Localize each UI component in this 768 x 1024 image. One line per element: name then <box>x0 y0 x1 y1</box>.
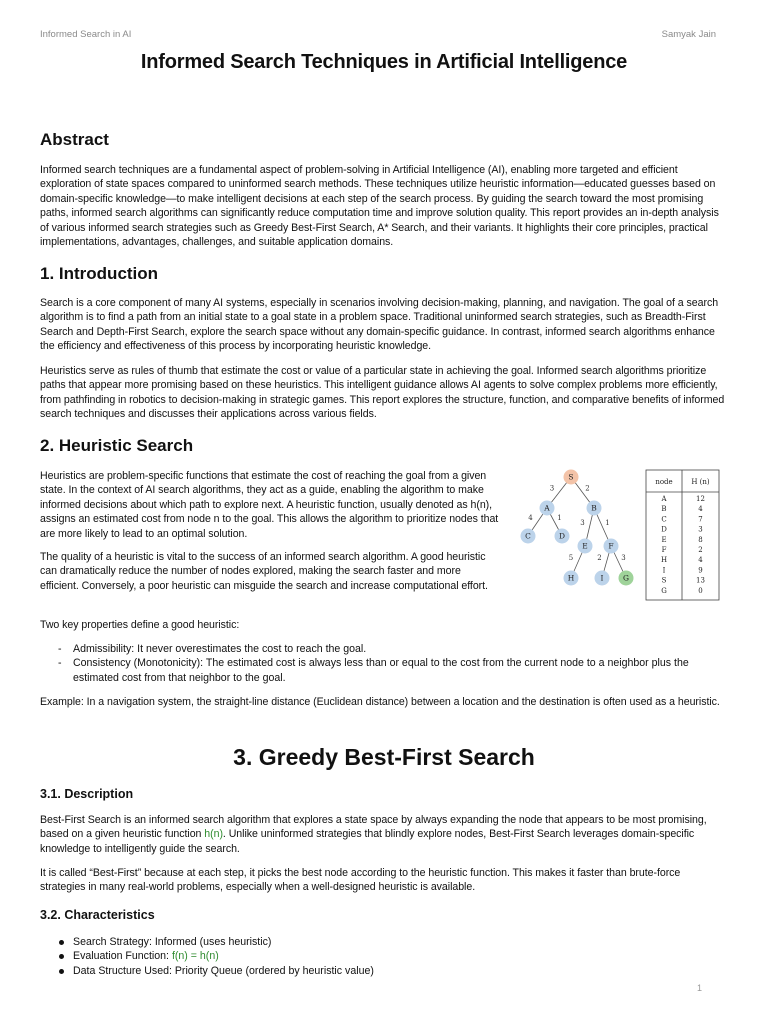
edge-weight-label: 3 <box>621 554 626 562</box>
edge-weight-label: 1 <box>557 514 562 522</box>
list-item: Evaluation Function: f(n) = h(n) <box>40 949 730 963</box>
description-paragraph-1: Best-First Search is an informed search algorithm that explores a state space by always expanding the node that appears to be most promising, based on a given heuristic function h(n). Unlike uninformed strategies that blindly explore nodes, Best-First Search leverages domain-specific knowledge to intelligently guide the search. <box>40 814 707 855</box>
bullet-marker: - <box>58 657 62 670</box>
search-tree-figure <box>510 464 740 604</box>
table-h-value-cell: 3 <box>698 525 703 534</box>
list-item: Search Strategy: Informed (uses heuristic) <box>40 935 730 949</box>
edge-weight-label: 2 <box>585 484 590 493</box>
list-item: - Consistency (Monotonicity): The estimated cost is always less than or equal to the cost from the current node to a neighbor plus the estimated cost from that neighbor to the goal. <box>58 657 689 684</box>
edge-weight-label: 4 <box>528 514 533 522</box>
edge-weight-label: 1 <box>605 519 610 527</box>
edge-weight-label: 2 <box>597 554 602 562</box>
tree-node-label: S <box>568 472 574 482</box>
table-h-value-cell: 4 <box>698 505 703 514</box>
table-node-cell: E <box>661 535 667 544</box>
heuristic-properties-intro: Two key properties define a good heuristic: <box>40 619 240 631</box>
table-node-cell: H <box>660 556 668 565</box>
characteristics-heading: 3.2. Characteristics <box>40 908 155 922</box>
table-h-value-cell: 0 <box>698 586 703 595</box>
table-h-value-cell: 7 <box>698 515 703 524</box>
heuristic-search-heading: 2. Heuristic Search <box>40 436 194 455</box>
heuristic-paragraph-2: The quality of a heuristic is vital to the success of an informed search algorithm. A good heuristic can dramatically reduce the number of nodes explored, making the search faster and more efficient. Conversely, a poor heuristic can misguide the search and increase computational effort. <box>40 551 488 592</box>
description-heading: 3.1. Description <box>40 787 134 801</box>
tree-node-label: D <box>558 531 566 541</box>
running-header-author: Samyak Jain <box>661 29 716 40</box>
table-node-cell: A <box>661 495 667 503</box>
table-header-cell: node <box>655 478 673 486</box>
abstract-text: Informed search techniques are a fundamental aspect of problem-solving in Artificial Intelligence (AI), enabling more targeted and efficient exploration of state spaces compared to uninformed search methods. These techniques utilize heuristic information—educated guesses based on domain-specific knowledge—to make intelligent decisions at each step of the search process. By guiding the search toward the most promising paths, informed search algorithms can significantly reduce computation time and improve solution quality. This report provides an in-depth analysis of various informed search strategies such as Greedy Best-First Search, A* Search, and their variants. It highlights their core principles, practical implementations, advantages, challenges, and suitable application domains. <box>40 164 719 249</box>
introduction-heading: 1. Introduction <box>40 264 159 283</box>
table-h-value-cell: 4 <box>698 556 703 565</box>
tree-node-label: B <box>591 503 597 513</box>
tree-node-label: C <box>525 531 531 541</box>
introduction-paragraph-1: Search is a core component of many AI systems, especially in scenarios involving decision-making, planning, and navigation. The goal of a search algorithm is to find a path from an initial state to a goal state in a problem space. Traditional uninformed search strategies, such as Breadth-First Search and Depth-First Search, explore the search space without any domain-specific guidance. In contrast, informed search algorithms enhance the efficiency and effectiveness of this process by incorporating heuristic knowledge. <box>40 297 719 353</box>
tree-node-label: A <box>544 503 550 513</box>
table-node-cell: I <box>662 566 666 575</box>
table-node-cell: G <box>661 586 667 595</box>
table-node-cell: B <box>661 505 667 514</box>
list-item: Data Structure Used: Priority Queue (ordered by heuristic value) <box>40 964 730 978</box>
table-node-cell: D <box>661 525 667 534</box>
running-header-left: Informed Search in AI <box>40 29 132 40</box>
table-node-cell: F <box>661 546 667 554</box>
tree-node-label: H <box>567 573 575 583</box>
list-item: - Admissibility: It never overestimates the cost to reach the goal. <box>58 643 367 655</box>
table-node-cell: C <box>661 515 667 524</box>
description-paragraph-2: It is called “Best-First” because at each step, it picks the best node according to the heuristic function. This makes it faster than brute-force strategies in many real-world problems, especially when a well-designed heuristic is available. <box>40 867 681 894</box>
table-h-value-cell: 8 <box>698 535 703 544</box>
greedy-section-title: 3. Greedy Best-First Search <box>233 744 535 770</box>
edge-weight-label: 3 <box>580 519 585 527</box>
bullet-marker: - <box>58 643 62 655</box>
abstract-heading: Abstract <box>40 130 109 149</box>
heuristic-function-code: h(n) <box>204 828 223 841</box>
document-title: Informed Search Techniques in Artificial Intelligence <box>140 51 628 73</box>
table-node-cell: S <box>661 576 667 585</box>
heuristic-paragraph-1: Heuristics are problem-specific functions that estimate the cost of reaching the goal from a given state. In the context of AI search algorithms, they act as a guide, enabling the algorithm to make informed decisions about which path to explore next. A heuristic function, usually denoted as h(n), assigns an estimated cost from node n to the goal. This allows the algorithm to prioritize nodes that are more likely to lead to an optimal solution. <box>40 470 499 540</box>
heuristic-example: Example: In a navigation system, the straight-line distance (Euclidean distance) between a location and the destination is often used as a heuristic. <box>40 696 720 708</box>
tree-node-label: I <box>600 573 604 583</box>
tree-node-label: E <box>582 541 588 551</box>
heuristic-properties-list <box>40 642 730 685</box>
table-h-value-cell: 13 <box>696 576 705 585</box>
introduction-paragraph-2: Heuristics serve as rules of thumb that estimate the cost or value of a particular state in achieving the goal. Informed search algorithms prioritize paths that appear more promising based on these heuristics. This intelligent guidance allows AI agents to solve complex problems more efficiently, from pathfinding in robotics to decision-making in strategic games. This report explores the structure, function, and comparative benefits of informed search techniques and discusses their applications across various fields. <box>40 365 725 421</box>
table-h-value-cell: 9 <box>698 566 703 575</box>
tree-node-label: F <box>608 541 614 551</box>
heuristic-table <box>646 470 719 600</box>
table-h-value-cell: 12 <box>696 495 705 503</box>
table-header-cell: H (n) <box>691 478 710 486</box>
characteristics-list <box>40 935 730 978</box>
edge-weight-label: 3 <box>549 484 555 493</box>
evaluation-function-code: f(n) = h(n) <box>171 950 219 963</box>
tree-node-label: G <box>623 573 629 583</box>
edge-weight-label: 5 <box>568 554 574 562</box>
table-h-value-cell: 2 <box>698 546 703 554</box>
page-number: 1 <box>697 983 703 993</box>
